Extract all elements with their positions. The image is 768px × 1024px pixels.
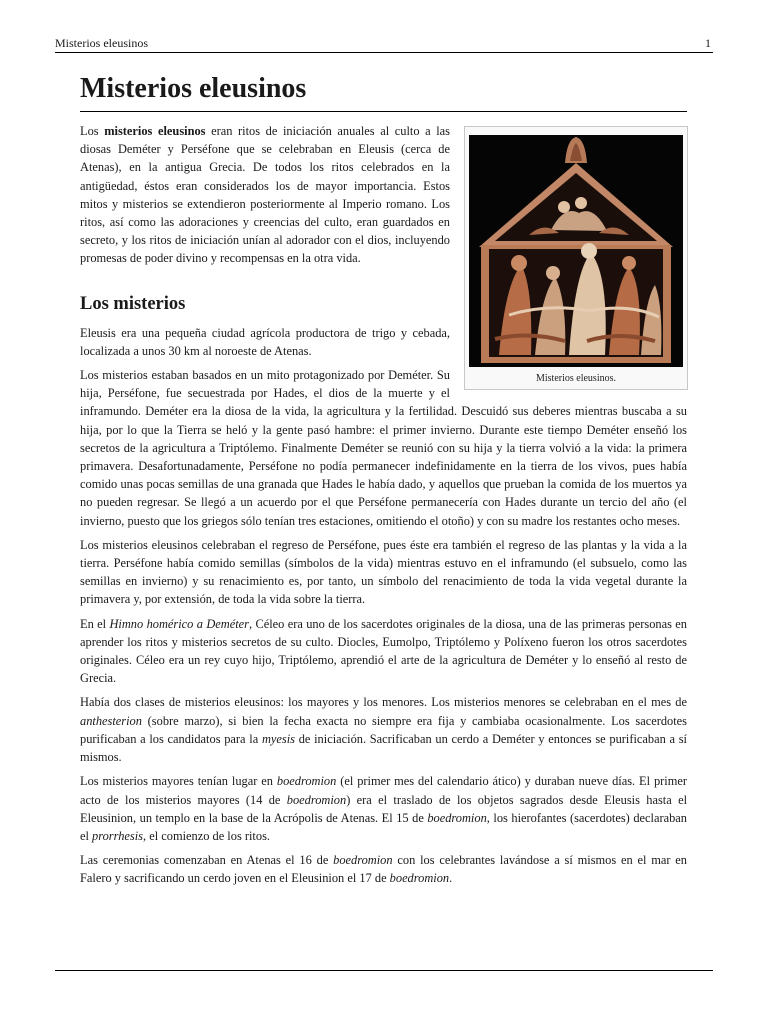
figure xyxy=(464,126,688,390)
intro-text-rest: eran ritos de iniciación anuales al culto a las diosas Deméter y Perséfone que se celebraban en Eleusis (cerca de Atenas), en la antigua Grecia. De todos los ritos celebrados en la antigüedad, éstos eran considerados los de mayor importancia. Estos mitos y misterios se extendieron posteriormente al Imperio romano. Los ritos, así como las adoraciones y creencias del culto, eran guardados en secreto, y los ritos de iniciación unían al adorador con el dios, incluyendo promesas de poder divino y recompensas en la otra vida. xyxy=(80,124,451,266)
italic-term: myesis xyxy=(261,731,295,746)
text-run: , los hierofantes (sacerdotes) declaraban el xyxy=(80,810,687,843)
italic-term: anthesterion xyxy=(80,713,142,728)
section-heading: Los misterios xyxy=(80,293,186,314)
text-run: (el primer mes del calendario ático) y duraban nueve días. El primer acto de los misterios mayores (14 de xyxy=(80,774,687,807)
running-header xyxy=(55,36,713,53)
article-body xyxy=(80,122,687,894)
paragraph-hymn xyxy=(80,615,687,688)
figure-image-frame xyxy=(469,135,683,367)
page-number: 1 xyxy=(705,36,711,50)
paragraph-ceremonies xyxy=(80,851,687,887)
text-run: de iniciación. Sacrificaban un cerdo a Deméter y entonces se purificaban a sí mismos. xyxy=(80,731,687,765)
italic-term: prorrhesis xyxy=(92,828,144,843)
text-run: , el comienzo de los ritos. xyxy=(143,828,270,843)
text-run: , Céleo era uno de los sacerdotes originales de la diosa, una de las primeras personas en aprender los ritos y misterios secretos de su culto. Diocles, Eumolpo, Triptólemo y Políxeno fueron los otros sacerdotes originales. Céleo era un rey cuyo hijo, Triptólemo, aprendió el arte de la agricultura de Deméter y lo enseñó al resto de Grecia. xyxy=(80,616,687,686)
paragraph-myth: Los misterios estaban basados en un mito protagonizado por Deméter. Su hija, Perséfone, fue secuestrada por Hades, el dios de la muerte y el inframundo. Deméter era la diosa de la vida, la agricultura y la fertilidad. Descuidó sus deberes mientras buscaba a su hija, por lo que la Tierra se heló y la gente pasó hambre: el primer invierno. Durante este tiempo Deméter enseñó los secretos de la agricultura a Triptólemo. Finalmente Deméter se reunió con su hija y la tierra volvió a la vida: la primera primavera. Desafortunadamente, Perséfone no podía permanecer indefinidamente en la tierra de los vivos, pues había comido unas pocas semillas de una granada que Hades le había dado, y aquellos que prueban la comida de los muertos ya no pueden regresar. Se llegó a un acuerdo por el que Perséfone permanecería con Hades durante un tercio del año (el invierno, puesto que los griegos sólo tenían tres estaciones, omitiendo el otoño) y con su madre los restantes ocho meses. xyxy=(80,368,687,528)
paragraph-celebration: Los misterios eleusinos celebraban el regreso de Perséfone, pues éste era también el regreso de las plantas y la vida a la tierra. Perséfone había comido semillas (símbolos de la vida) mientras estuvo en el inframundo (el subsuelo, como las semillas en invierno) y su renacimiento es, por tanto, un símbolo del renacimiento de toda la vida vegetal durante la primavera y, por extensión, de toda la vida sobre la tierra. xyxy=(80,537,687,607)
text-run: ) era el traslado de los objetos sagrados desde Eleusis hasta el Eleusinion, un templo en la base de la Acrópolis de Atenas. El 15 de xyxy=(80,792,688,825)
figure-caption: Misterios eleusinos. xyxy=(536,373,616,384)
footer-rule xyxy=(55,970,713,971)
italic-term: boedromion xyxy=(276,774,337,789)
text-run: En el xyxy=(80,616,110,631)
italic-term: Himno homérico a Deméter xyxy=(109,616,249,631)
paragraph-greater-mysteries xyxy=(80,772,687,845)
running-title: Misterios eleusinos xyxy=(55,36,148,50)
intro-bold-term: misterios eleusinos xyxy=(104,124,206,138)
italic-term: boedromion xyxy=(389,871,450,886)
text-run: Las ceremonias comenzaban en Atenas el 16 de xyxy=(80,853,334,868)
intro-text-start: Los xyxy=(80,124,105,138)
text-run: con los celebrantes lavándose a sí mismos en el mar en Falero y sacrificando un cerdo joven en el Eleusinion el 17 de xyxy=(80,853,688,886)
text-run: Los misterios mayores tenían lugar en xyxy=(80,774,277,789)
paragraph-eleusis: Eleusis era una pequeña ciudad agrícola productora de trigo y cebada, localizada a unos 30 km al noroeste de Atenas. xyxy=(80,325,450,358)
text-run: Había dos clases de misterios eleusinos: los mayores y los menores. Los misterios menores se celebraban en el mes de xyxy=(80,695,687,710)
eleusinian-pinax-image xyxy=(469,135,683,367)
text-run: (sobre marzo), si bien la fecha exacta no siempre era fija y cambiaba ocasionalmente. Los sacerdotes purificaban a los candidatos para la xyxy=(80,713,687,746)
paragraph-classes xyxy=(80,693,687,766)
italic-term: boedromion xyxy=(333,853,393,868)
italic-term: boedromion xyxy=(286,792,347,807)
article-title: Misterios eleusinos xyxy=(80,70,687,112)
italic-term: boedromion xyxy=(427,810,487,825)
text-run: . xyxy=(449,871,453,886)
